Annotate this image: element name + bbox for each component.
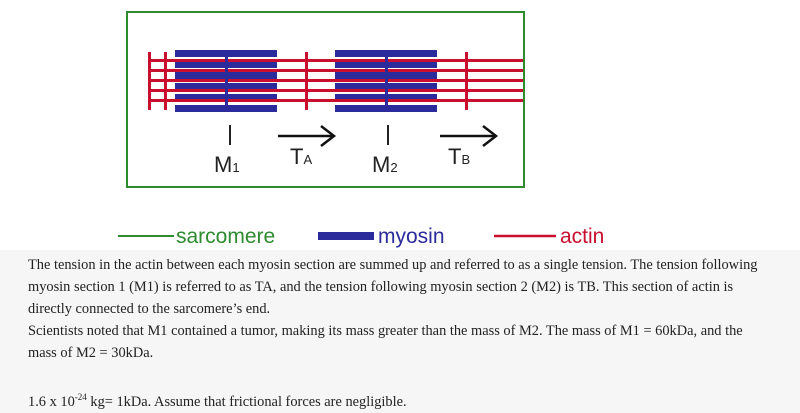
m2-label: M2 (372, 152, 398, 177)
paragraph-tension: The tension in the actin between each myosin section are summed up and referred to as a single tension. The tension following myosin section 1 (M1) is referred to as TA, and the tension following myosin section 2 (M2) is TB. This section of actin is directly connected to the sarcomere’s end. (28, 257, 758, 317)
conversion-base: 1.6 x 10 (28, 393, 75, 410)
legend-myosin-label: myosin (378, 225, 445, 248)
paragraph-conversion (28, 386, 766, 413)
tb-label: TB (448, 144, 471, 169)
actin-filaments (148, 52, 523, 110)
legend-sarcomere-label: sarcomere (176, 225, 276, 248)
conversion-exponent: -24 (74, 392, 87, 402)
problem-text (0, 250, 800, 413)
legend-actin-label: actin (560, 225, 605, 248)
paragraph-gap (28, 364, 766, 386)
legend-myosin-swatch (318, 232, 374, 240)
conversion-rest: kg= 1kDa. Assume that frictional forces are negligible. (86, 393, 407, 410)
ta-label: TA (290, 144, 313, 169)
m1-label: M1 (214, 152, 240, 177)
tb-arrow-icon (440, 126, 496, 146)
ta-arrow-icon (278, 126, 334, 146)
paragraph-masses: Scientists noted that M1 contained a tumor, making its mass greater than the mass of M2. The mass of M1 = 60kDa, and the mass of M2 = 30kDa. (28, 323, 743, 361)
